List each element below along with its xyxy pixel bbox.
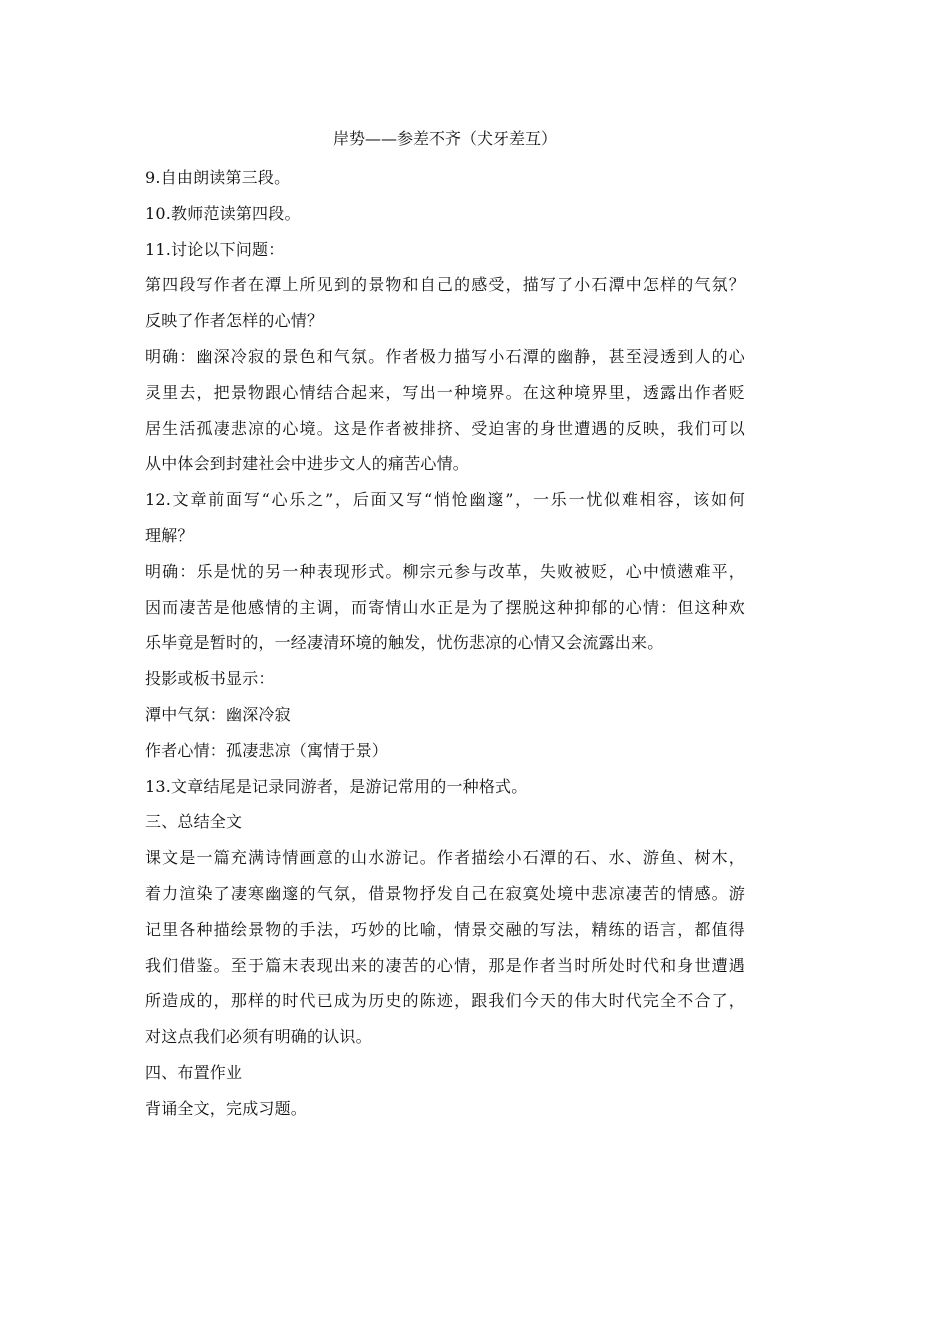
text-line: 潭中气氛：幽深冷寂 (145, 704, 291, 724)
text-line: 11.讨论以下问题： (145, 239, 285, 259)
text-line: 课文是一篇充满诗情画意的山水游记。作者描绘小石潭的石、水、游鱼、树木， (145, 848, 745, 868)
text-line: 12.文章前面写“心乐之”，后面又写“悄怆幽邃”，一乐一忧似难相容，该如何 (145, 490, 745, 510)
text-line: 我们借鉴。至于篇末表现出来的凄苦的心情，那是作者当时所处时代和身世遭遇 (145, 955, 745, 975)
text-line: 因而凄苦是他感情的主调，而寄情山水正是为了摆脱这种抑郁的心情：但这种欢 (145, 597, 745, 617)
text-line: 灵里去，把景物跟心情结合起来，写出一种境界。在这种境界里，透露出作者贬 (145, 382, 745, 402)
text-line: 投影或板书显示： (145, 669, 275, 689)
text-line: 明确：幽深冷寂的景色和气氛。作者极力描写小石潭的幽静，甚至浸透到人的心 (145, 346, 745, 366)
document-body (145, 124, 745, 1127)
text-line: 记里各种描绘景物的手法，巧妙的比喻，情景交融的写法，精练的语言，都值得 (145, 919, 745, 939)
text-line: 10.教师范读第四段。 (145, 203, 301, 223)
text-line: 第四段写作者在潭上所见到的景物和自己的感受，描写了小石潭中怎样的气氛？ (145, 275, 745, 295)
text-line: 作者心情：孤凄悲凉（寓情于景） (145, 740, 389, 760)
text-line: 所造成的，那样的时代已成为历史的陈迹，跟我们今天的伟大时代完全不合了， (145, 991, 745, 1011)
text-line: 着力渲染了凄寒幽邃的气氛，借景物抒发自己在寂寞处境中悲凉凄苦的情感。游 (145, 883, 745, 903)
section-heading: 岸势——参差不齐（犬牙差互） (332, 129, 557, 148)
text-line: 明确：乐是忧的另一种表现形式。柳宗元参与改革，失败被贬，心中愤懑难平， (145, 561, 745, 581)
text-line: 对这点我们必须有明确的认识。 (145, 1027, 372, 1047)
text-line: 13.文章结尾是记录同游者，是游记常用的一种格式。 (145, 776, 528, 796)
text-line: 从中体会到封建社会中进步文人的痛苦心情。 (145, 454, 470, 474)
text-line: 居生活孤凄悲凉的心境。这是作者被排挤、受迫害的身世遭遇的反映，我们可以 (145, 418, 745, 438)
text-line: 背诵全文，完成习题。 (145, 1098, 308, 1118)
text-line: 四、布置作业 (145, 1062, 243, 1082)
text-line: 反映了作者怎样的心情？ (145, 311, 324, 331)
text-line: 9.自由朗读第三段。 (145, 168, 291, 187)
text-line: 三、总结全文 (145, 812, 243, 832)
text-line: 理解？ (145, 525, 194, 545)
text-line: 乐毕竟是暂时的，一经凄清环境的触发，忧伤悲凉的心情又会流露出来。 (145, 633, 664, 653)
